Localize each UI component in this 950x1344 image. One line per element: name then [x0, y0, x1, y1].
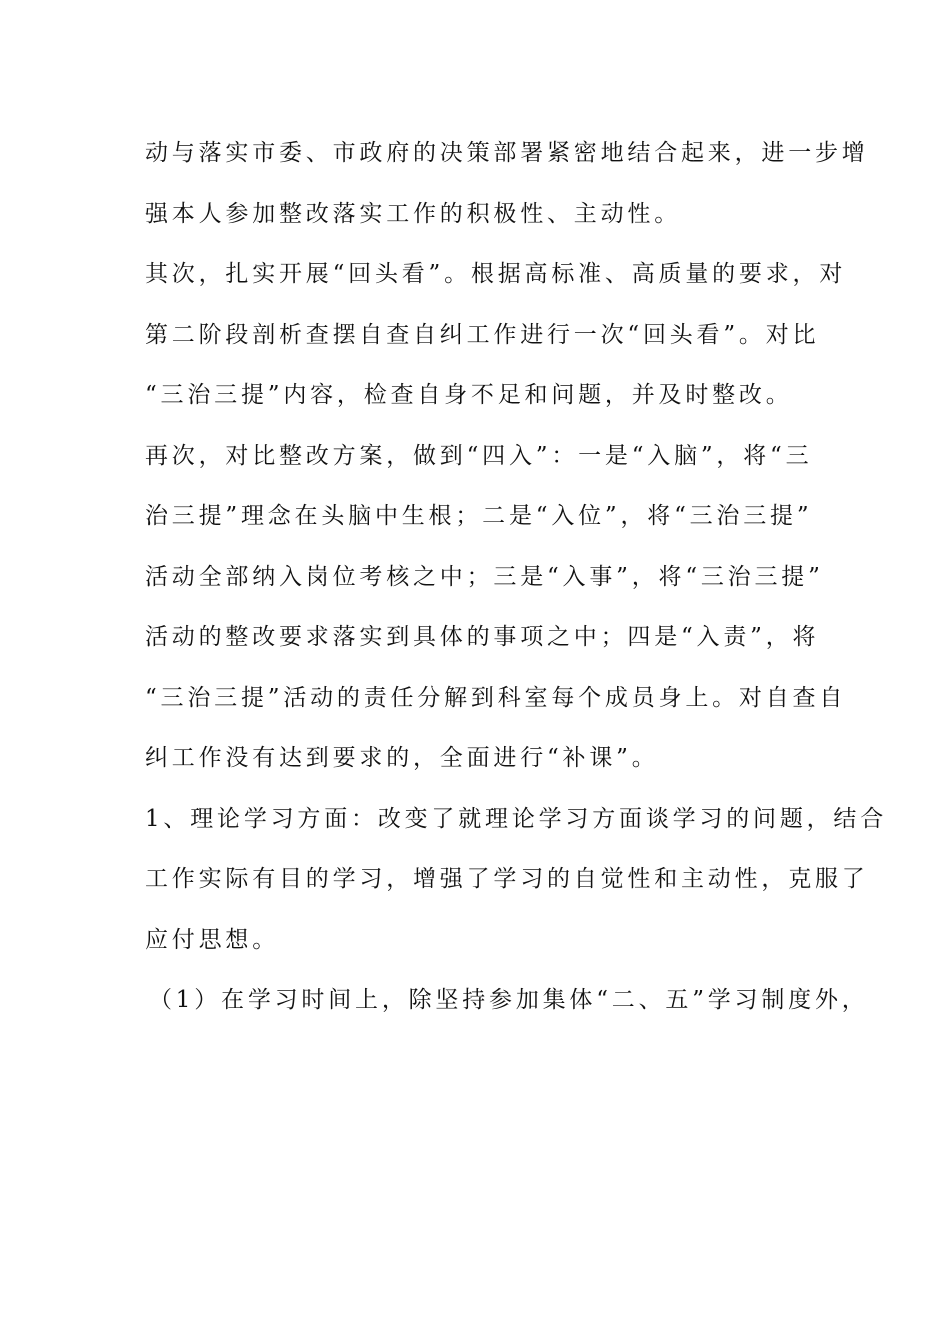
- text-line: 应付思想。: [145, 926, 279, 953]
- text-line: 再次，对比整改方案，做到“四入”：一是“入脑”，将“三: [145, 442, 813, 469]
- text-line: （1）在学习时间上，除坚持参加集体“二、五”学习制度外，: [149, 987, 869, 1013]
- document-body: [145, 131, 888, 1039]
- text-line: 活动全部纳入岗位考核之中；三是“入事”，将“三治三提”: [145, 563, 824, 590]
- text-line: 1、理论学习方面：改变了就理论学习方面谈学习的问题，结合: [145, 805, 888, 832]
- text-line: “三治三提”内容，检查自身不足和问题，并及时整改。: [145, 382, 793, 408]
- text-line: 工作实际有目的学习，增强了学习的自觉性和主动性，克服了: [145, 866, 869, 892]
- text-line: “三治三提”活动的责任分解到科室每个成员身上。对自查自: [145, 684, 847, 711]
- text-line: 动与落实市委、市政府的决策部署紧密地结合起来，进一步增: [145, 140, 869, 166]
- text-line: 活动的整改要求落实到具体的事项之中；四是“入责”，将: [145, 624, 820, 650]
- text-line: 治三提”理念在头脑中生根；二是“入位”，将“三治三提”: [145, 503, 813, 529]
- text-line: 第二阶段剖析查摆自查自纠工作进行一次“回头看”。对比: [145, 321, 820, 348]
- text-line: 纠工作没有达到要求的，全面进行“补课”。: [145, 745, 659, 771]
- text-line: 其次，扎实开展“回头看”。根据高标准、高质量的要求，对: [145, 261, 847, 287]
- text-line: 强本人参加整改落实工作的积极性、主动性。: [145, 200, 681, 227]
